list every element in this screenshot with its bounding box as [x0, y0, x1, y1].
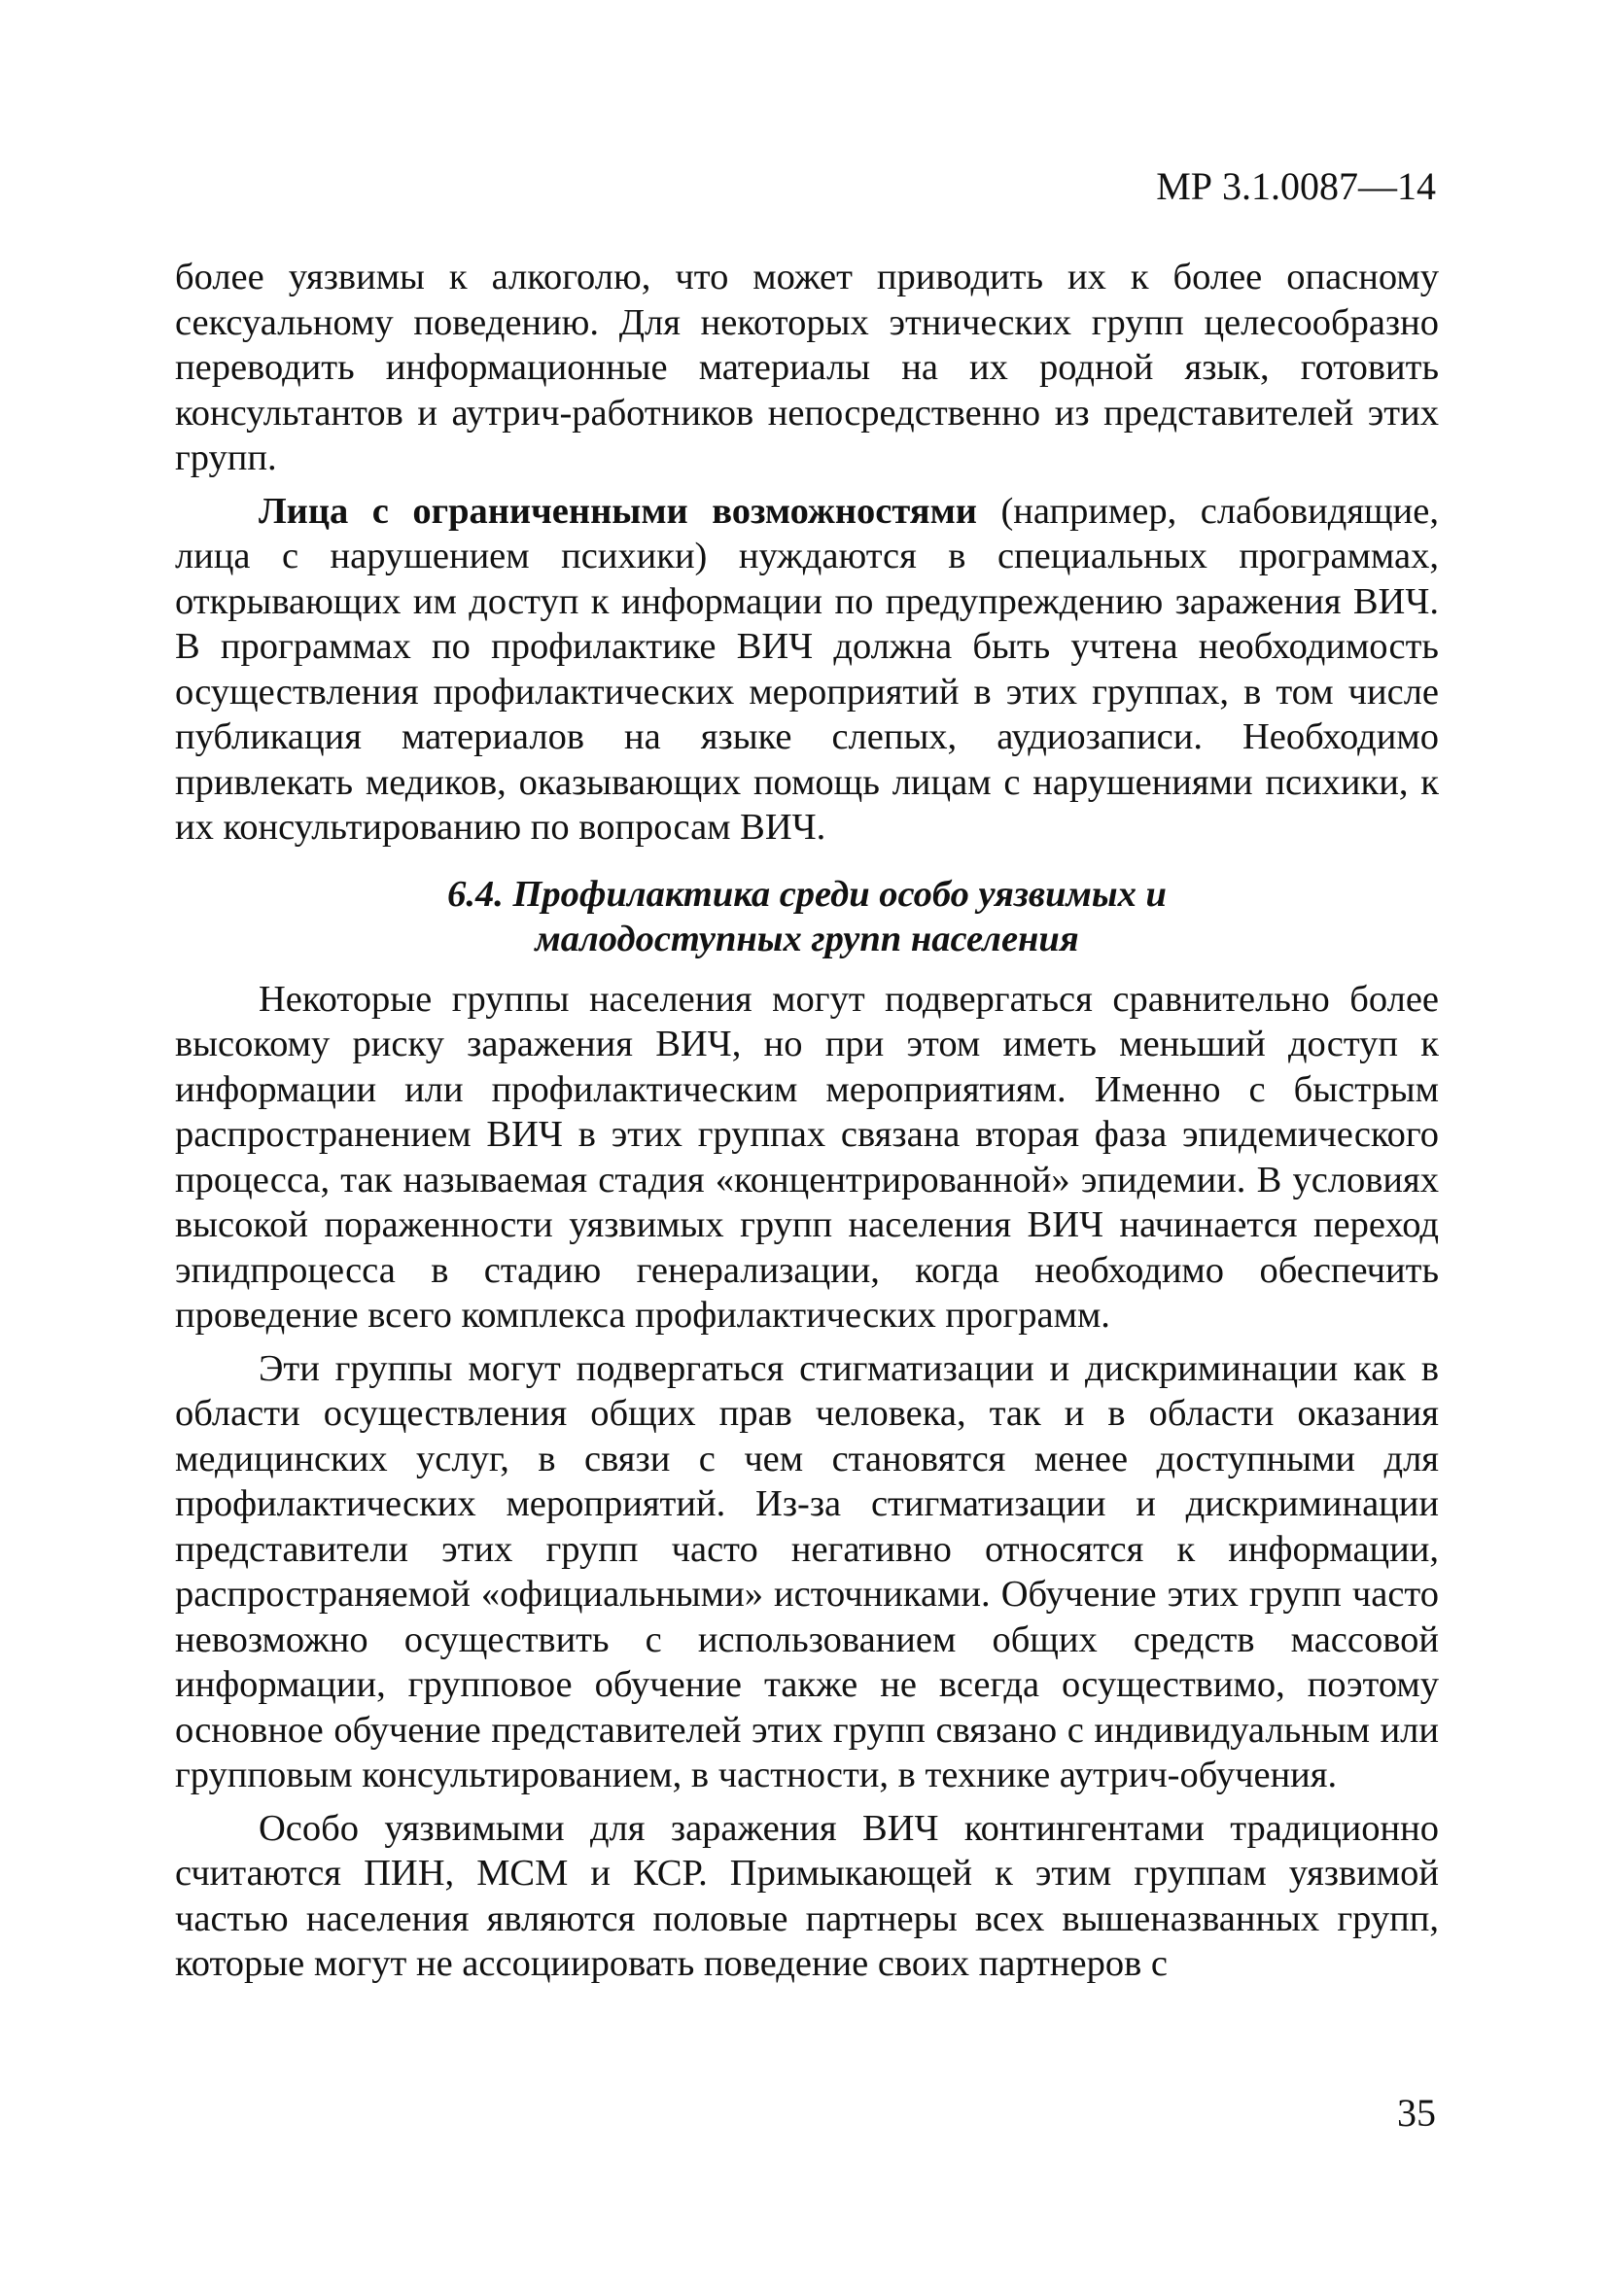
section-heading-line-2: малодоступных групп населения — [535, 918, 1079, 959]
paragraph-continuation: более уязвимы к алкоголю, что может приводить их к более опасному сексуальному поведению. Для некоторых этнических групп целесообразно переводить информационные материалы на их родной язык, готовить консультантов и аутрич-работников непосредственно из представителей этих групп. — [175, 257, 1439, 478]
page-number: 35 — [1397, 2091, 1436, 2135]
paragraph-text: (например, слабовидящие, лица с нарушением психики) нуждаются в специальных программах, открывающих им доступ к информации по предупреждению заражения ВИЧ. В программах по профилактике ВИЧ должна быть учтена необходимость осуществления профилактических мероприятий в этих группах, в том числе публикация материалов на языке слепых, аудиозаписи. Необходимо привлекать медиков, оказывающих помощь лицам с нарушениями психики, к их консультированию по вопросам ВИЧ. — [175, 490, 1440, 848]
paragraph-disabilities — [175, 489, 1439, 851]
bold-term: Лица с ограниченными возможностями — [259, 490, 977, 532]
paragraph-stigmatization: Эти группы могут подвергаться стигматизации и дискриминации как в области осуществления общих прав человека, так и в области оказания медицинских услуг, в связи с чем становятся менее доступными для профилактических мероприятий. Из-за стигматизации и дискриминации представители этих групп часто негативно относятся к информации, распространяемой «официальными» источниками. Обучение этих групп часто невозможно осуществить с использованием общих средств массовой информации, групповое обучение также не всегда осуществимо, поэтому основное обучение представителей этих групп связано с индивидуальным или групповым консультированием, в частности, в технике аутрич-обучения. — [175, 1347, 1439, 1795]
paragraph-risk-groups: Некоторые группы населения могут подвергаться сравнительно более высокому риску заражения ВИЧ, но при этом иметь меньший доступ к информации или профилактическим мероприятиям. Именно с быстрым распространением ВИЧ в этих группах связана вторая фаза эпидемического процесса, так называемая стадия «концентрированной» эпидемии. В условиях высокой пораженности уязвимых групп населения ВИЧ начинается переход эпидпроцесса в стадию генерализации, когда необходимо обеспечить проведение всего комплекса профилактических программ. — [175, 978, 1439, 1336]
document-code: МР 3.1.0087—14 — [1156, 164, 1436, 208]
section-heading-line-1: 6.4. Профилактика среди особо уязвимых и — [447, 873, 1167, 915]
paragraph-vulnerable-contingents: Особо уязвимыми для заражения ВИЧ контингентами традиционно считаются ПИН, МСМ и КСР. Примыкающей к этим группам уязвимой частью населения являются половые партнеры всех вышеназванных групп, которые могут не ассоциировать поведение своих партнеров с — [175, 1807, 1439, 1984]
page-body — [175, 255, 1439, 1987]
section-heading — [175, 872, 1439, 961]
